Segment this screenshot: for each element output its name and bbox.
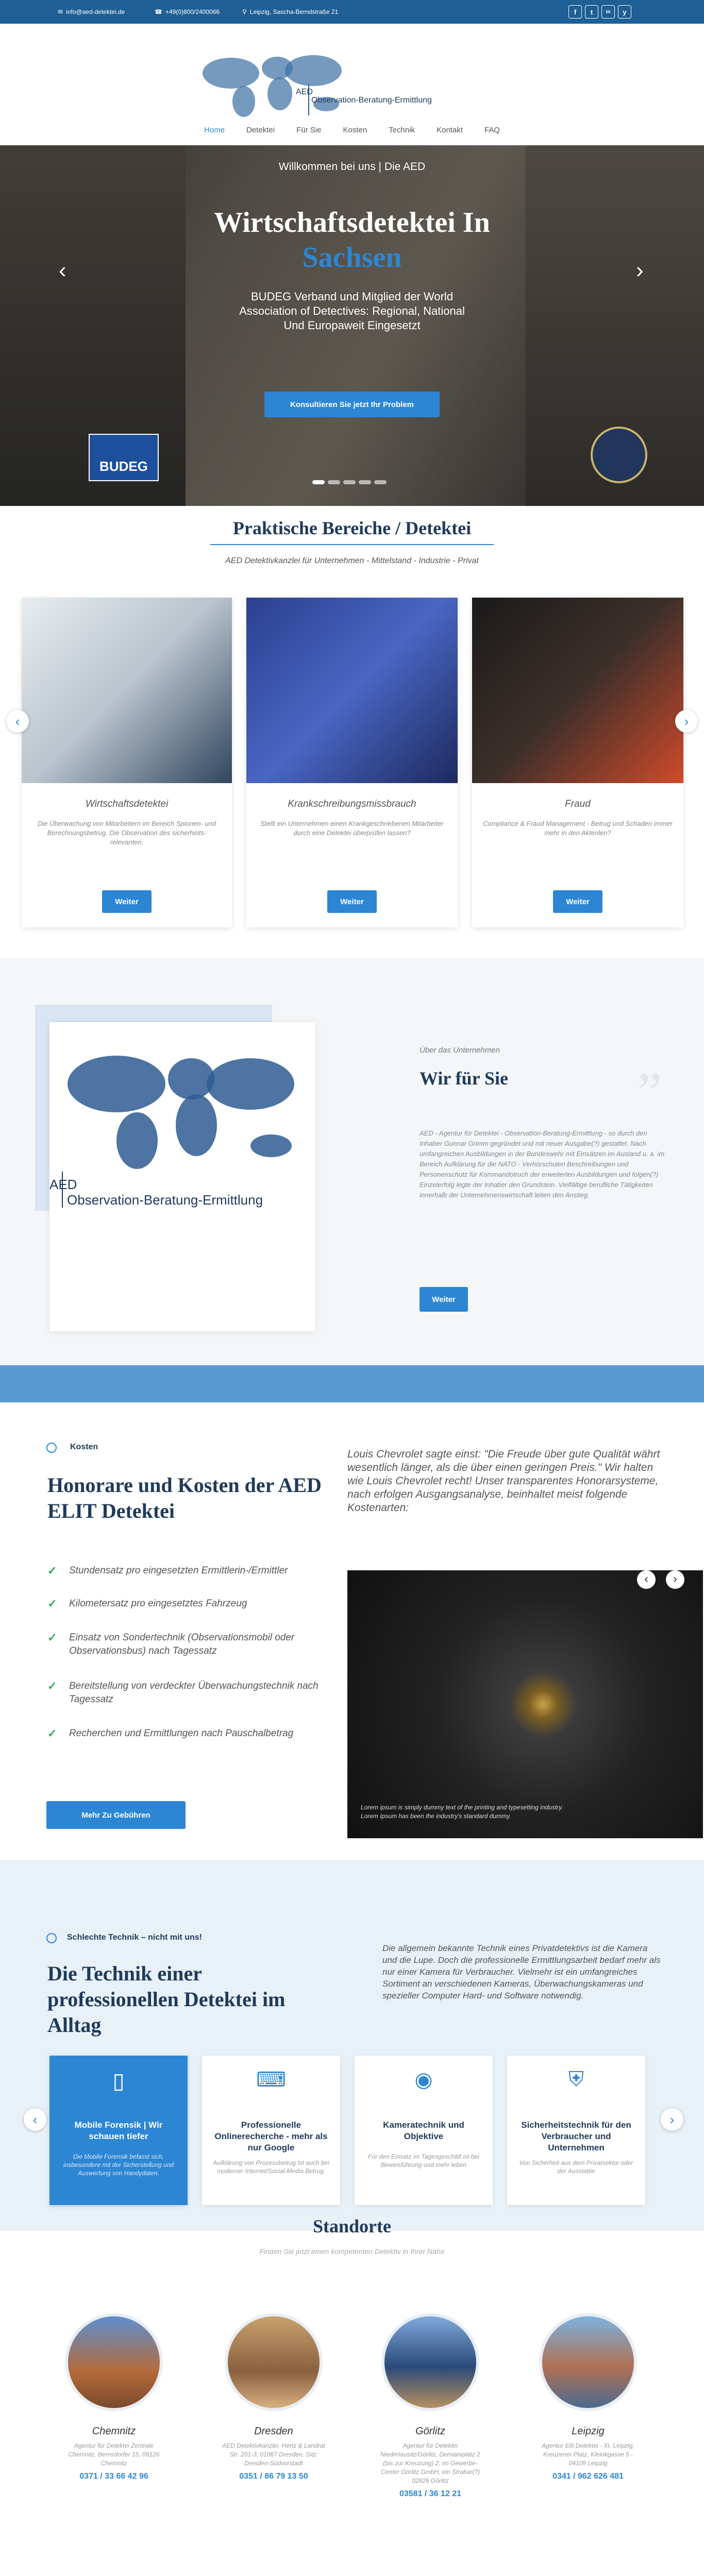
- tech-card-desc: Für den Einsatz im Tagesgeschäft ist bei Beweisführung und mehr leben: [368, 2153, 479, 2168]
- costs-image: [347, 1570, 703, 1838]
- tech-card-title: Mobile Forensik | Wir schauen tiefer: [74, 2120, 163, 2141]
- locations-subtitle: Finden Sie jetzt einen kompetenten Detektiv in Ihrer Nähe: [259, 2247, 445, 2256]
- costs-more-button[interactable]: Mehr Zu Gebühren: [46, 1801, 186, 1829]
- cards-prev-arrow-icon[interactable]: ‹: [6, 710, 29, 733]
- location-name: Dresden: [254, 2426, 293, 2437]
- card-image: [246, 598, 458, 783]
- hero-slider: [0, 145, 704, 506]
- instagram-icon[interactable]: in: [601, 5, 615, 19]
- youtube-icon[interactable]: y: [618, 5, 631, 19]
- tech-card-online[interactable]: [202, 2056, 340, 2205]
- title-underline: [210, 544, 494, 545]
- check-icon: ✓: [47, 1564, 57, 1577]
- check-icon: ✓: [47, 1631, 57, 1644]
- card-image: [22, 598, 232, 783]
- tech-card-title: Sicherheitstechnik für den Verbraucher und Unternehmen: [521, 2120, 631, 2153]
- location-chemnitz[interactable]: [60, 2313, 168, 2481]
- tech-card-desc: Die Mobile Forensik befasst sich, insbesondere mit der Sicherstellung und Auswertung von Handydaten.: [63, 2153, 174, 2177]
- security-lock-icon: ⛨: [568, 2068, 584, 2091]
- nav-kontakt[interactable]: Kontakt: [437, 126, 463, 134]
- costs-next-arrow-icon[interactable]: ›: [666, 1570, 684, 1589]
- dotted-world-map-icon: [60, 1038, 302, 1172]
- hero-dot[interactable]: [359, 480, 371, 484]
- twitter-icon[interactable]: t: [585, 5, 598, 19]
- location-address: Agentur für Detektei Zentrale Chemnitz, Bernsdorfer 15, 09126 Chemnitz: [68, 2442, 160, 2467]
- smartphone-icon: ▯: [112, 2069, 125, 2093]
- costs-prev-arrow-icon[interactable]: ‹: [637, 1570, 656, 1589]
- topbar-email[interactable]: ✉ info@aed-detektei.de: [58, 8, 125, 15]
- quote-mark-icon: ”: [637, 1061, 662, 1124]
- card-title: Fraud: [565, 799, 591, 809]
- about-logo-aed: AED: [49, 1177, 77, 1192]
- tech-card-title: Kameratechnik und Objektive: [383, 2120, 464, 2141]
- tech-card-desc: Aufklärung von Prozessbetrug Ist auch bei moderner Internet/Social-Media Betrug.: [213, 2159, 329, 2175]
- kicker-icon: [46, 1443, 57, 1453]
- tech-card-forensik[interactable]: [49, 2056, 188, 2205]
- top-bar: [0, 0, 704, 24]
- hero-subtitle: BUDEG Verband und Mitglied der World Association of Detectives: Regional, National Und Europaweit Eingesetzt: [239, 290, 465, 332]
- about-kicker: Über das Unternehmen: [420, 1046, 500, 1055]
- card-more-button[interactable]: Weiter: [553, 890, 602, 913]
- cost-item: ✓ Recherchen und Ermittlungen nach Pauschalbetrag: [47, 1727, 294, 1740]
- tech-kicker: Schlechte Technik – nicht mit uns!: [67, 1933, 202, 1942]
- location-phone[interactable]: 0371 / 33 66 42 96: [79, 2472, 148, 2481]
- nav-fuer-sie[interactable]: Für Sie: [296, 126, 322, 134]
- location-dresden[interactable]: [220, 2313, 328, 2481]
- costs-quote: Louis Chevrolet sagte einst: "Die Freude über gute Qualität währt wesentlich länger, als die über einen geringen Preis." Wir halten wie Louis Chevrolet recht! Unser transparentes Honorarsysteme, nach erfolgen Ausgangsanalyse, beinhaltet meist folgende Kostenarten:: [347, 1448, 660, 1514]
- facebook-icon[interactable]: f: [568, 5, 582, 19]
- nav-kosten[interactable]: Kosten: [343, 126, 367, 134]
- tech-card-title: Professionelle Onlinerecherche - mehr als nur Google: [214, 2120, 328, 2153]
- location-phone[interactable]: 0341 / 962 626 481: [552, 2472, 624, 2481]
- service-card-fraud: [472, 598, 683, 927]
- about-title: Wir für Sie: [420, 1068, 509, 1089]
- kicker-icon: [46, 1933, 57, 1943]
- card-image: [472, 598, 683, 783]
- cost-item: ✓ Einsatz von Sondertechnik (Observationsmobil oder Observationsbus) nach Tagessatz: [47, 1631, 295, 1656]
- tech-card-kamera[interactable]: [355, 2056, 493, 2205]
- hero-dot[interactable]: [374, 480, 387, 484]
- card-desc: Stellt ein Unternehmen einen Krankgeschriebenen Mitarbeiter durch eine Detektei überprüfen lassen?: [260, 820, 444, 837]
- location-photo: [65, 2313, 163, 2411]
- location-phone[interactable]: 03581 / 36 12 21: [399, 2489, 462, 2498]
- cost-item: ✓ Bereitstellung von verdeckter Überwachungstechnik nach Tagessatz: [47, 1680, 319, 1705]
- card-more-button[interactable]: Weiter: [102, 890, 152, 913]
- about-image-frame: [49, 1022, 315, 1331]
- card-desc: Compliance & Fraud Management - Betrug und Schaden immer mehr in den Aktenlen?: [483, 820, 673, 837]
- practical-title: Praktische Bereiche / Detektei: [232, 518, 472, 538]
- location-photo: [539, 2313, 637, 2411]
- tech-next-arrow-icon[interactable]: ›: [661, 2108, 683, 2131]
- about-text: AED - Agentur für Detektei - Observation-Beratung-Ermittlung - so durch den Inhaber Gunnar Grimm gegründet und mit neuer Ausgabe(?) gestaltet. Nach umfangreichen Ausbildungen in der Bundeswehr mit Einsätzen im Ausland u. a. im Bereich Aufklärung für die NATO - Verhörschulen Beschreibungen und Personenschutz für Kommandotruch der erweiterten Ausbildungen und folgen(?) Einzelerfolg legte der Inhaber den Grundstein. Vielfältige berufliche Tätigkeiten innerhalb der Unternehmenswirtschaft leiten den Anstieg.: [420, 1129, 665, 1199]
- location-address: AED Detektivkanzlei, Hertz & Landrat Str. 201-3, 01067 Dresden, Sitz: Dresden-Südvorstadt: [222, 2442, 325, 2467]
- hero-dot[interactable]: [328, 480, 340, 484]
- phone-icon: ☎: [155, 8, 162, 15]
- world-map-logo-icon: [195, 42, 349, 120]
- wad-seal-icon: [591, 427, 647, 483]
- cards-next-arrow-icon[interactable]: ›: [675, 710, 698, 733]
- logo-text-aed: AED: [296, 88, 313, 96]
- location-photo: [225, 2313, 323, 2411]
- check-icon: ✓: [47, 1727, 57, 1740]
- location-address: Agentur Elit Detektei - XI. Leipzig, Kreuzener Platz, Kleinkgasse 5 - 04109 Leipzig: [542, 2442, 634, 2467]
- location-name: Chemnitz: [92, 2426, 136, 2437]
- card-desc: Die Überwachung von Mitarbeitern im Bereich Spionen- und Berechnungsbetrug. Die Observation des sicherheits-relevanten.: [37, 820, 216, 846]
- tech-intro: Die allgemein bekannte Technik eines Privatdetektivs ist die Kamera und die Lupe. Doch die professionelle Ermittlungsarbeit bedarf mehr als nur einer Kamera für Verbraucher. Vielmehr ist ein umfangreiches Sortiment an verschiedenen Kameras, Überwachungskameras und spezieller Computer Hard- und Software notwendig.: [382, 1943, 661, 2001]
- hero-title-accent: Sachsen: [302, 242, 402, 274]
- hero-cta-button[interactable]: Konsultieren Sie jetzt Ihr Problem: [264, 392, 440, 417]
- topbar-address: ⚲ Leipzig, Sascha-Berndstraße 21: [242, 8, 339, 15]
- practical-subtitle: AED Detektivkanzlei für Unternehmen - Mittelstand - Industrie - Privat: [225, 556, 479, 565]
- tech-prev-arrow-icon[interactable]: ‹: [24, 2108, 46, 2131]
- nav-home[interactable]: Home: [204, 126, 225, 134]
- cost-item: ✓ Kilometersatz pro eingesetztes Fahrzeug: [47, 1597, 247, 1610]
- nav-faq[interactable]: FAQ: [484, 126, 500, 134]
- about-logo-tagline: Observation-Beratung-Ermittlung: [67, 1192, 263, 1208]
- location-pin-icon: ⚲: [242, 8, 247, 15]
- location-goerlitz[interactable]: [376, 2313, 484, 2499]
- card-title: Krankschreibungsmissbrauch: [288, 799, 416, 809]
- card-title: Wirtschaftsdetektei: [85, 799, 169, 809]
- tech-card-desc: Von Sicherheit aus dem Privatsektor oder der Ausstattie: [519, 2159, 633, 2175]
- camera-icon: ◉: [414, 2069, 433, 2091]
- mail-icon: ✉: [58, 8, 63, 15]
- hero-title: Wirtschaftsdetektei In: [214, 207, 490, 239]
- location-address: Agentur für Detektei Niederlausitz/Görlitz, Demianiplatz 2 (bis zur Kreuzung) 2, im Gewerbe-Center Görlitz GmbH, ein Strabar(?) 02826 Görlitz: [380, 2442, 480, 2484]
- hero-dot[interactable]: [343, 480, 356, 484]
- check-icon: ✓: [47, 1597, 57, 1610]
- hero-prev-arrow-icon[interactable]: ‹: [59, 258, 66, 283]
- section-divider-band: [0, 1365, 704, 1402]
- locations-title: Standorte: [313, 2216, 391, 2236]
- cost-item: ✓ Stundensatz pro eingesetzten Ermittlerin-/Ermittler: [47, 1564, 288, 1577]
- costs-kicker: Kosten: [70, 1443, 98, 1451]
- service-card-wirtschaft: [22, 598, 232, 927]
- card-more-button[interactable]: Weiter: [327, 890, 377, 913]
- main-nav: [0, 123, 704, 143]
- location-photo: [381, 2313, 479, 2411]
- check-icon: ✓: [47, 1680, 57, 1692]
- hero-pagination: [312, 480, 392, 485]
- nav-detektei[interactable]: Detektei: [246, 126, 275, 134]
- location-phone[interactable]: 0351 / 86 79 13 50: [239, 2472, 308, 2481]
- hero-dot[interactable]: [312, 480, 325, 484]
- location-name: Leipzig: [572, 2426, 605, 2437]
- tech-title: Die Technik einer professionellen Detektei im Alltag: [47, 1962, 286, 2037]
- topbar-phone[interactable]: ☎ +49(0)800/2400066: [155, 8, 220, 15]
- nav-technik[interactable]: Technik: [389, 126, 415, 134]
- location-leipzig[interactable]: [534, 2313, 642, 2481]
- hero-kicker: Willkommen bei uns | Die AED: [278, 161, 426, 173]
- hero-next-arrow-icon[interactable]: ›: [636, 258, 644, 283]
- tech-card-sicherheit[interactable]: [507, 2056, 645, 2205]
- costs-title: Honorare und Kosten der AED ELIT Detektei: [47, 1473, 322, 1522]
- computer-user-icon: ⌨: [256, 2069, 286, 2091]
- budeg-badge: BUDEG: [89, 434, 159, 481]
- service-card-krankschreibung: [246, 598, 458, 927]
- location-name: Görlitz: [415, 2426, 445, 2437]
- costs-image-caption: Lorem ipsum is simply dummy text of the printing and typesetting industry. Lorem Ipsum has been the industry's standard dummy.: [361, 1804, 563, 1820]
- about-more-button[interactable]: Weiter: [420, 1287, 468, 1312]
- logo-text-tagline: Observation-Beratung-Ermittlung: [311, 96, 432, 105]
